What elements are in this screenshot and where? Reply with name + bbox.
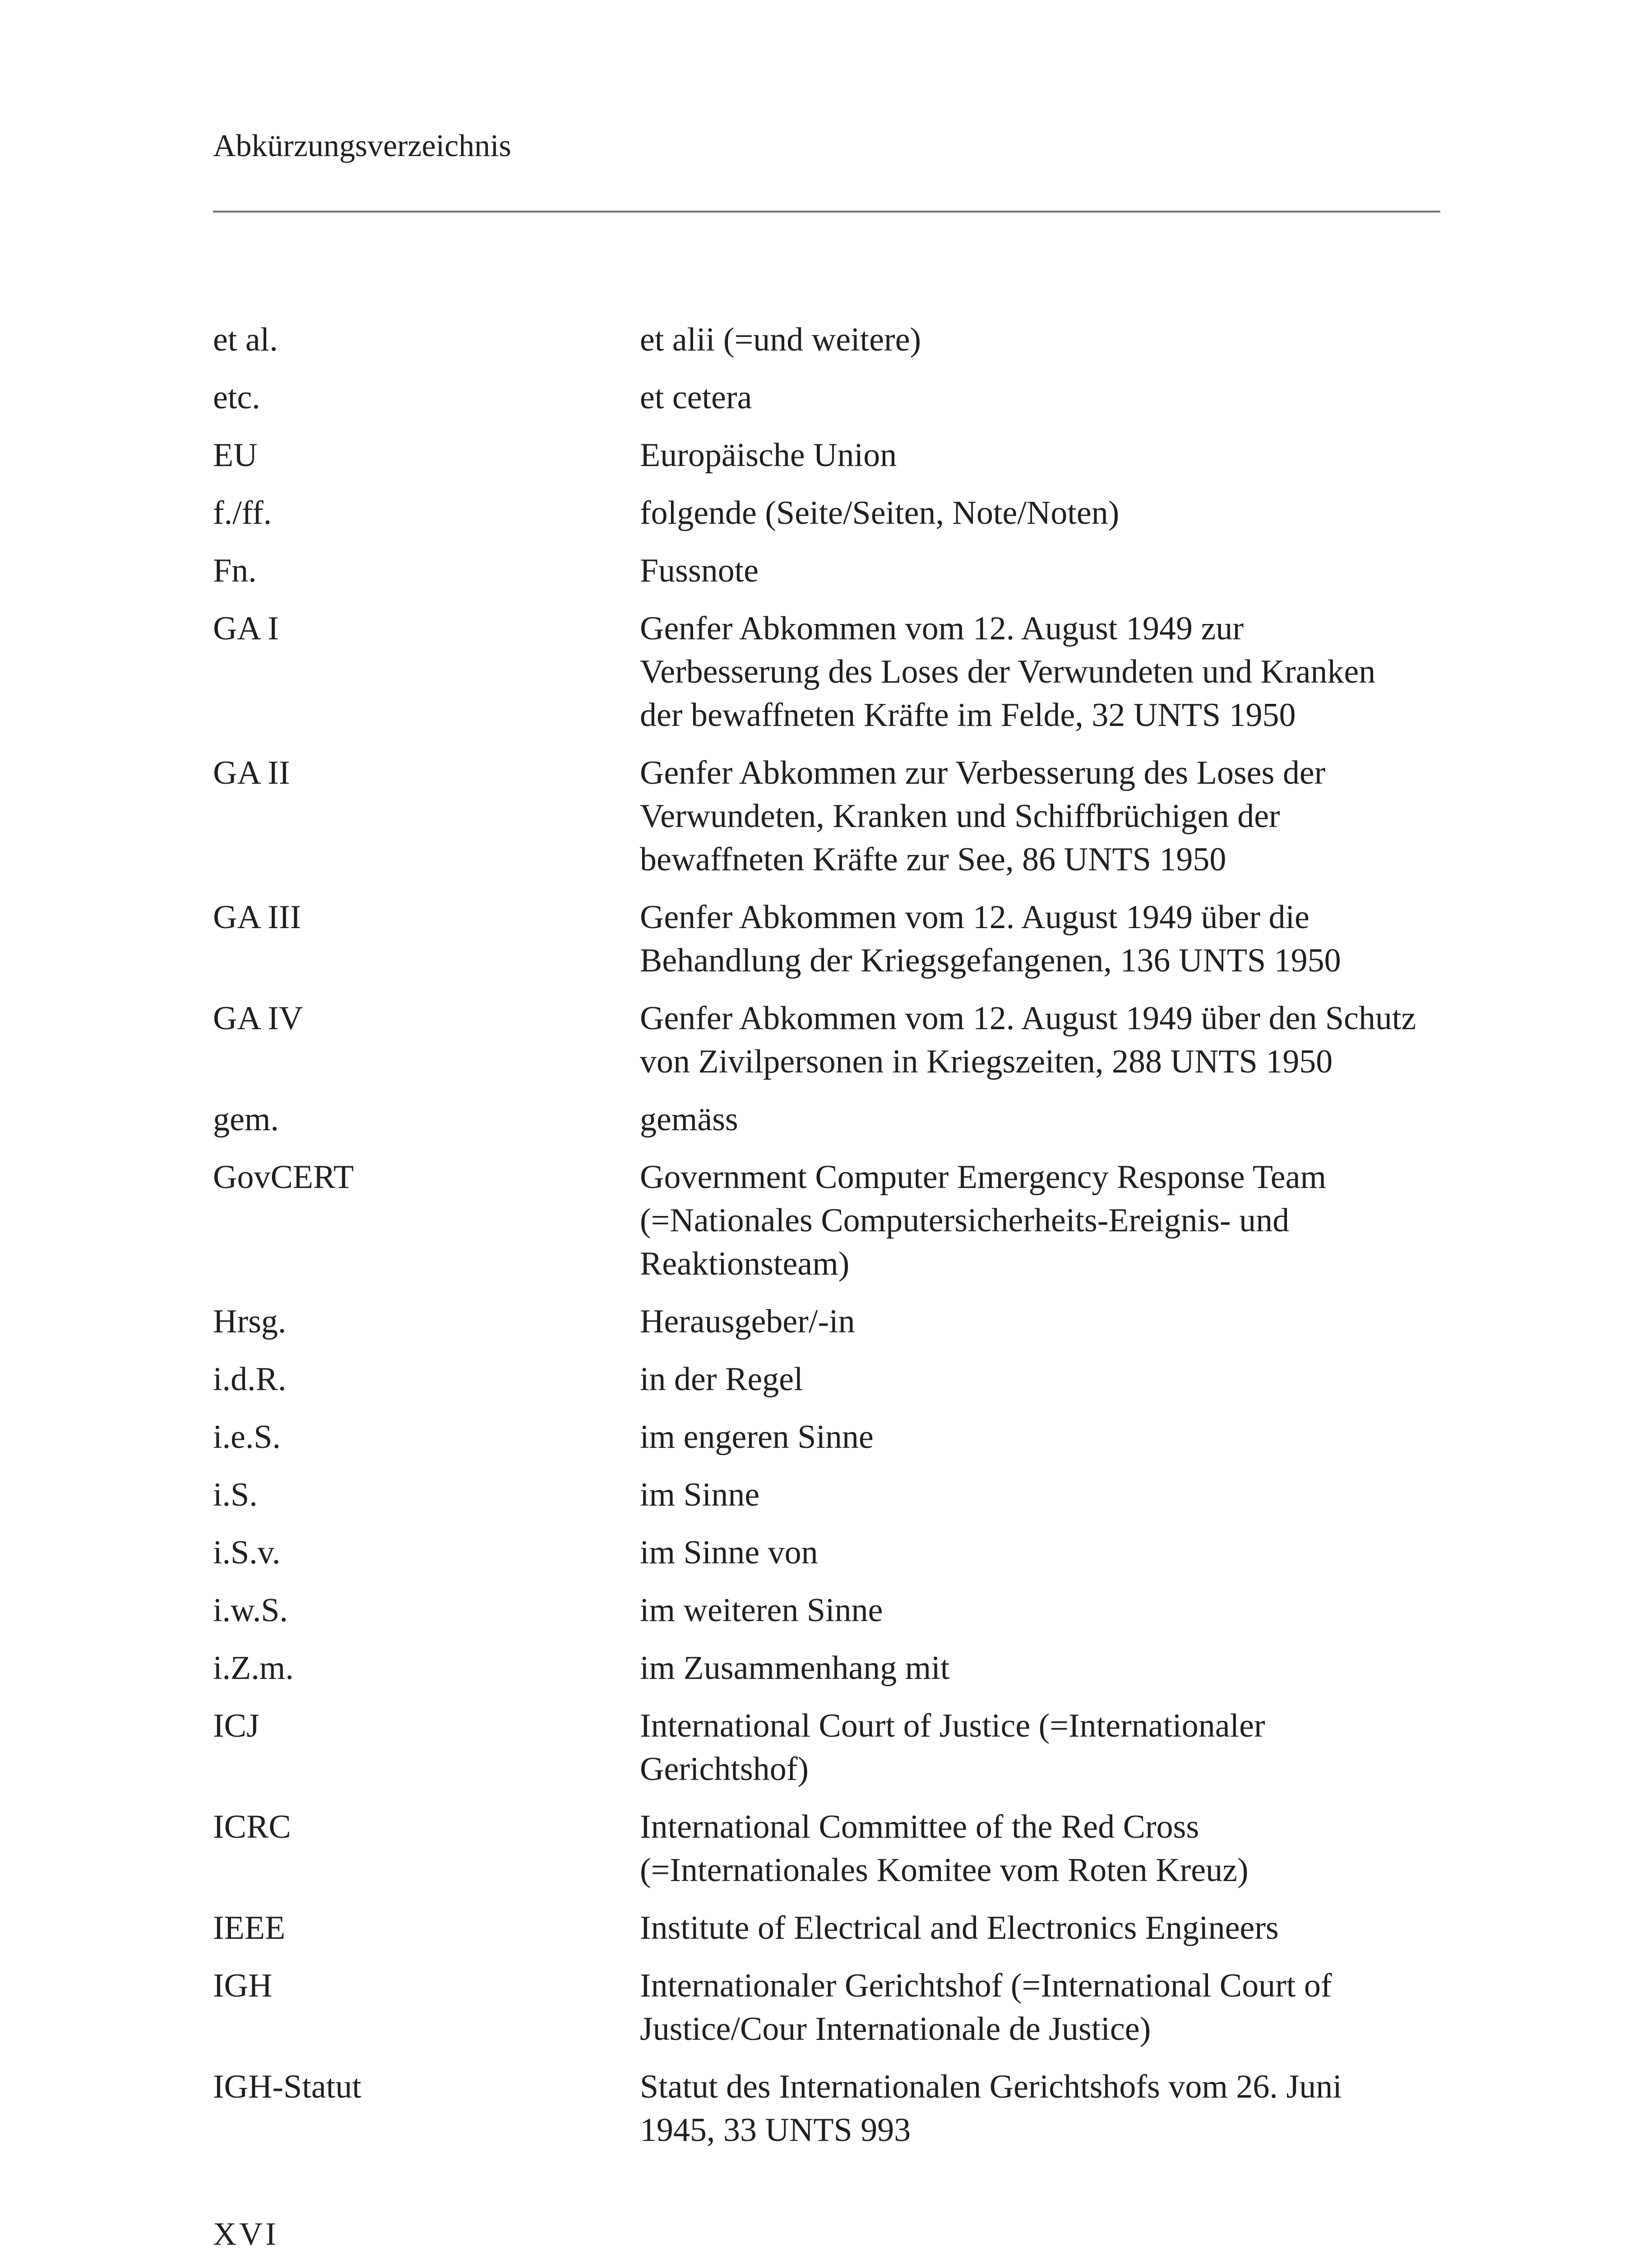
meaning-line: Reaktionsteam) bbox=[640, 1245, 850, 1282]
meaning-line: Herausgeber/-in bbox=[640, 1303, 855, 1340]
page-number: XVI bbox=[213, 2216, 279, 2252]
meaning-line: im Sinne bbox=[640, 1476, 760, 1513]
meaning-line: Fussnote bbox=[640, 552, 759, 589]
abbreviation-term: GA IV bbox=[213, 1000, 303, 1037]
abbreviation-meaning bbox=[640, 896, 1447, 982]
abbreviation-meaning bbox=[640, 1805, 1447, 1892]
abbreviation-meaning bbox=[640, 1358, 1447, 1401]
abbreviation-meaning bbox=[640, 1156, 1447, 1285]
abbreviation-meaning bbox=[640, 751, 1447, 881]
abbreviation-term: i.S.v. bbox=[213, 1534, 281, 1571]
abbreviation-meaning bbox=[640, 1964, 1447, 2051]
meaning-line: im weiteren Sinne bbox=[640, 1592, 883, 1629]
abbreviation-meaning bbox=[640, 1300, 1447, 1343]
abbreviation-meaning bbox=[640, 318, 1447, 361]
abbreviation-term: GA I bbox=[213, 610, 279, 647]
abbreviation-meaning bbox=[640, 1415, 1447, 1459]
abbreviation-term: i.w.S. bbox=[213, 1592, 288, 1629]
meaning-line: Genfer Abkommen vom 12. August 1949 über die bbox=[640, 899, 1310, 936]
abbreviation-meaning bbox=[640, 1589, 1447, 1632]
abbreviation-entry bbox=[213, 1646, 1447, 1690]
meaning-line: Internationaler Gerichtshof (=International Court of bbox=[640, 1967, 1332, 2004]
abbreviation-entry bbox=[213, 997, 1447, 1083]
abbreviation-entry bbox=[213, 1415, 1447, 1459]
meaning-line: im Sinne von bbox=[640, 1534, 818, 1571]
abbreviation-term: Hrsg. bbox=[213, 1303, 287, 1340]
abbreviation-term: EU bbox=[213, 437, 258, 474]
abbreviation-entry bbox=[213, 1473, 1447, 1516]
abbreviation-term: GA III bbox=[213, 899, 301, 936]
meaning-line: Government Computer Emergency Response Team bbox=[640, 1159, 1327, 1196]
meaning-line: Statut des Internationalen Gerichtshofs vom 26. Juni bbox=[640, 2068, 1342, 2105]
meaning-line: in der Regel bbox=[640, 1361, 803, 1398]
abbreviation-entry bbox=[213, 607, 1447, 737]
abbreviation-entry bbox=[213, 1589, 1447, 1632]
meaning-line: (=Internationales Komitee vom Roten Kreuz) bbox=[640, 1852, 1249, 1889]
running-header: Abkürzungsverzeichnis bbox=[213, 129, 511, 163]
abbreviation-entry bbox=[213, 1098, 1447, 1141]
meaning-line: gemäss bbox=[640, 1101, 738, 1138]
abbreviation-entry bbox=[213, 1300, 1447, 1343]
abbreviation-entry bbox=[213, 2065, 1447, 2152]
abbreviation-term: etc. bbox=[213, 379, 260, 416]
abbreviation-meaning bbox=[640, 1531, 1447, 1574]
meaning-line: im Zusammenhang mit bbox=[640, 1650, 950, 1687]
abbreviation-term: gem. bbox=[213, 1101, 279, 1138]
abbreviation-entry bbox=[213, 1358, 1447, 1401]
abbreviation-list bbox=[213, 318, 1447, 2166]
abbreviation-entry bbox=[213, 434, 1447, 477]
abbreviation-entry bbox=[213, 1531, 1447, 1574]
meaning-line: Genfer Abkommen vom 12. August 1949 zur bbox=[640, 610, 1244, 647]
abbreviation-term: i.e.S. bbox=[213, 1419, 281, 1456]
meaning-line: Verwundeten, Kranken und Schiffbrüchigen der bbox=[640, 798, 1280, 835]
abbreviation-term: ICJ bbox=[213, 1707, 259, 1744]
abbreviation-meaning bbox=[640, 607, 1447, 737]
meaning-line: International Court of Justice (=Internationaler bbox=[640, 1707, 1265, 1744]
abbreviation-meaning bbox=[640, 1473, 1447, 1516]
meaning-line: Behandlung der Kriegsgefangenen, 136 UNTS 1950 bbox=[640, 942, 1341, 979]
abbreviation-term: GA II bbox=[213, 754, 290, 791]
meaning-line: et cetera bbox=[640, 379, 752, 416]
abbreviation-term: GovCERT bbox=[213, 1159, 354, 1196]
meaning-line: Verbesserung des Loses der Verwundeten und Kranken bbox=[640, 653, 1376, 690]
abbreviation-term: IGH-Statut bbox=[213, 2068, 361, 2105]
meaning-line: (=Nationales Computersicherheits-Ereignis- und bbox=[640, 1202, 1290, 1239]
meaning-line: 1945, 33 UNTS 993 bbox=[640, 2112, 911, 2149]
meaning-line: Genfer Abkommen zur Verbesserung des Loses der bbox=[640, 754, 1326, 791]
abbreviation-entry bbox=[213, 1906, 1447, 1950]
abbreviation-meaning bbox=[640, 2065, 1447, 2152]
abbreviation-term: ICRC bbox=[213, 1808, 291, 1845]
meaning-line: Institute of Electrical and Electronics Engineers bbox=[640, 1909, 1279, 1946]
meaning-line: Europäische Union bbox=[640, 437, 897, 474]
abbreviation-entry bbox=[213, 376, 1447, 419]
abbreviation-meaning bbox=[640, 1906, 1447, 1950]
meaning-line: der bewaffneten Kräfte im Felde, 32 UNTS 1950 bbox=[640, 697, 1296, 734]
abbreviation-meaning bbox=[640, 376, 1447, 419]
abbreviation-meaning bbox=[640, 1098, 1447, 1141]
abbreviation-entry bbox=[213, 318, 1447, 361]
abbreviation-term: et al. bbox=[213, 321, 278, 358]
abbreviation-term: i.Z.m. bbox=[213, 1650, 294, 1687]
abbreviation-entry bbox=[213, 1805, 1447, 1892]
meaning-line: von Zivilpersonen in Kriegszeiten, 288 UNTS 1950 bbox=[640, 1043, 1333, 1080]
meaning-line: im engeren Sinne bbox=[640, 1419, 874, 1456]
abbreviation-entry bbox=[213, 1156, 1447, 1285]
abbreviation-entry bbox=[213, 751, 1447, 881]
abbreviation-term: i.S. bbox=[213, 1476, 258, 1513]
abbreviation-meaning bbox=[640, 1704, 1447, 1791]
meaning-line: folgende (Seite/Seiten, Note/Noten) bbox=[640, 495, 1120, 532]
header-divider bbox=[213, 211, 1440, 213]
meaning-line: bewaffneten Kräfte zur See, 86 UNTS 1950 bbox=[640, 841, 1226, 878]
meaning-line: et alii (=und weitere) bbox=[640, 321, 921, 358]
abbreviation-meaning bbox=[640, 434, 1447, 477]
abbreviation-term: Fn. bbox=[213, 552, 257, 589]
abbreviation-entry bbox=[213, 1964, 1447, 2051]
abbreviation-entry bbox=[213, 1704, 1447, 1791]
abbreviation-term: IGH bbox=[213, 1967, 273, 2004]
meaning-line: International Committee of the Red Cross bbox=[640, 1808, 1199, 1845]
meaning-line: Gerichtshof) bbox=[640, 1751, 809, 1788]
abbreviation-entry bbox=[213, 549, 1447, 592]
abbreviation-term: IEEE bbox=[213, 1909, 286, 1946]
abbreviation-meaning bbox=[640, 997, 1447, 1083]
abbreviation-meaning bbox=[640, 549, 1447, 592]
abbreviation-meaning bbox=[640, 1646, 1447, 1690]
abbreviation-term: i.d.R. bbox=[213, 1361, 287, 1398]
abbreviation-term: f./ff. bbox=[213, 495, 272, 532]
abbreviation-entry bbox=[213, 896, 1447, 982]
abbreviation-meaning bbox=[640, 491, 1447, 535]
meaning-line: Genfer Abkommen vom 12. August 1949 über den Schutz bbox=[640, 1000, 1416, 1037]
abbreviation-entry bbox=[213, 491, 1447, 535]
meaning-line: Justice/Cour Internationale de Justice) bbox=[640, 2011, 1151, 2048]
